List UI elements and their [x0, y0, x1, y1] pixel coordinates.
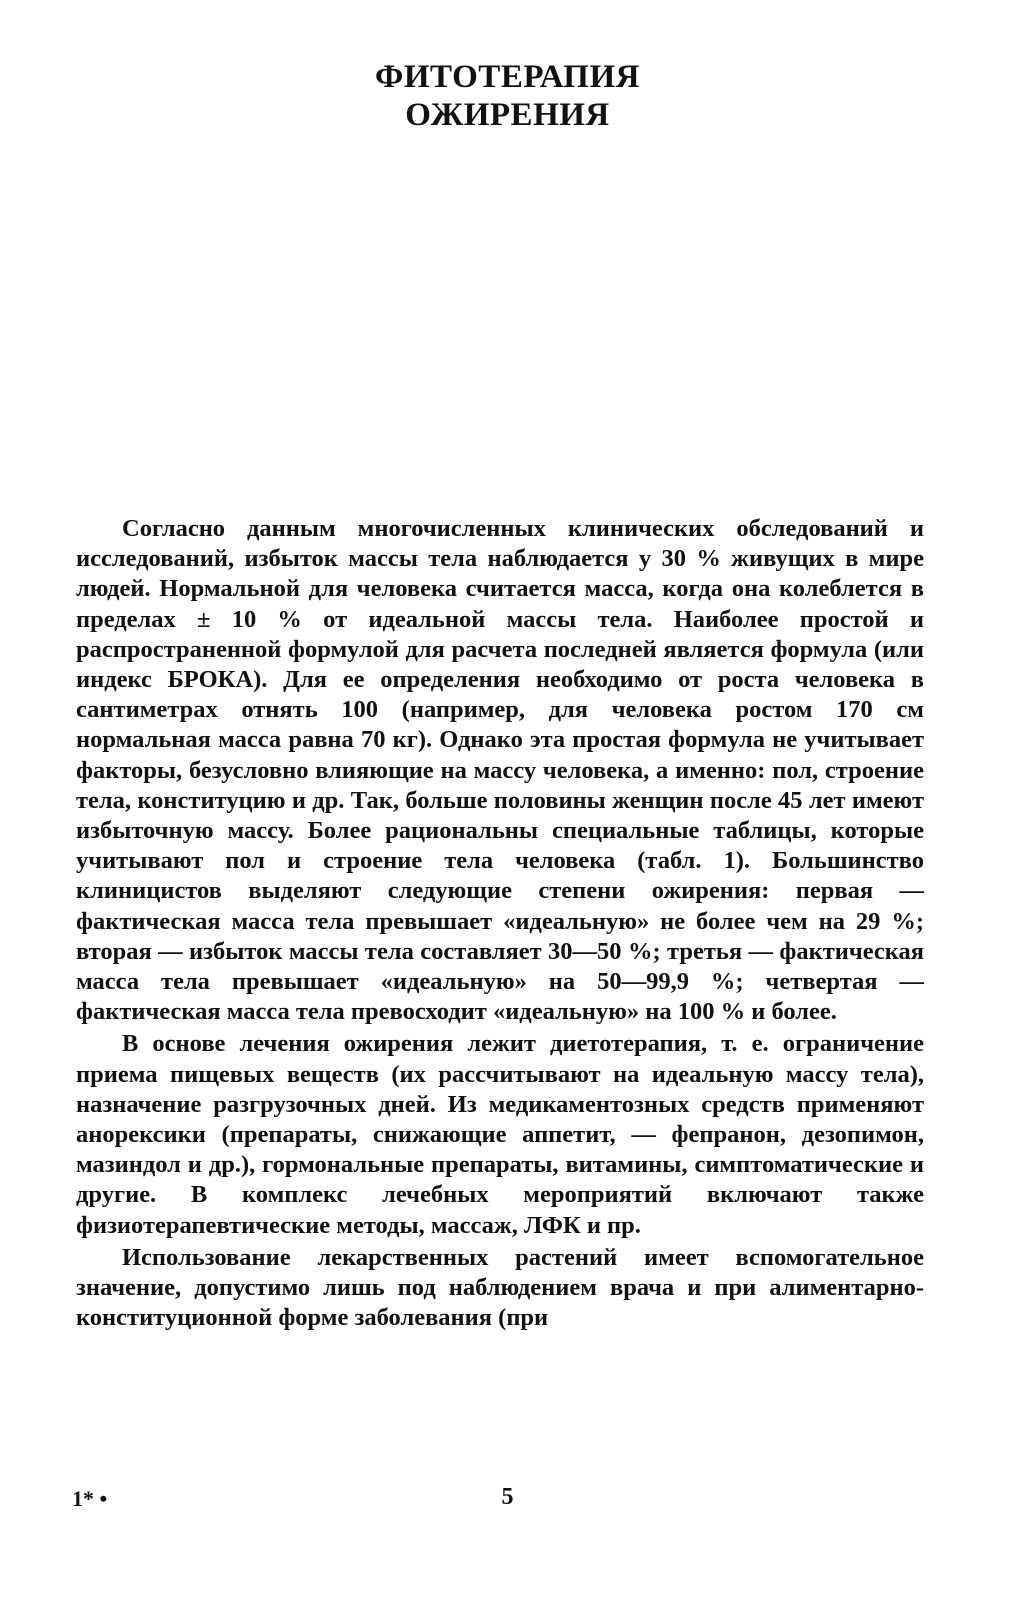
chapter-title — [0, 58, 1015, 134]
chapter-title-line-1: ФИТОТЕРАПИЯ — [375, 59, 640, 95]
page-number: 5 — [501, 1484, 514, 1510]
body-text — [76, 514, 924, 1335]
paragraph-1: Согласно данным многочисленных клинических обследований и исследований, избыток массы тела наблюдается у 30 % живущих в мире людей. Нормальной для человека считается масса, когда она колеблется в пределах ± 10 % от идеальной массы тела. Наиболее простой и распространенной формулой для расчета последней является формула (или индекс БРОКА). Для ее определения необходимо от роста человека в сантиметрах отнять 100 (например, для человека ростом 170 см нормальная масса равна 70 кг). Однако эта простая формула не учитывает факторы, безусловно влияющие на массу человека, а именно: пол, строение тела, конституцию и др. Так, больше половины женщин после 45 лет имеют избыточную массу. Более рациональны специальные таблицы, которые учитывают пол и строение тела человека (табл. 1). Большинство клиницистов выделяют следующие степени ожирения: первая — фактическая масса тела превышает «идеальную» не более чем на 29 %; вторая — избыток массы тела составляет 30—50 %; третья — фактическая масса тела превышает «идеальную» на 50—99,9 %; четвертая — фактическая масса тела превосходит «идеальную» на 100 % и более. — [76, 515, 924, 1026]
signature-mark: 1* • — [72, 1486, 108, 1511]
paragraph-3: Использование лекарственных растений имеет вспомогательное значение, допустимо лишь под наблюдением врача и при алиментарно-конституционной форме заболевания (при — [76, 1243, 924, 1332]
chapter-title-line-2: ОЖИРЕНИЯ — [405, 97, 610, 133]
page-footer — [0, 1480, 1015, 1520]
paragraph-2: В основе лечения ожирения лежит диетотерапия, т. е. ограничение приема пищевых веществ (их рассчитывают на идеальную массу тела), назначение разгрузочных дней. Из медикаментозных средств применяют анорексики (препараты, снижающие аппетит, — фепранон, дезопимон, мазиндол и др.), гормональные препараты, витамины, симптоматические и другие. В комплекс лечебных мероприятий включают также физиотерапевтические методы, массаж, ЛФК и пр. — [76, 1030, 924, 1239]
